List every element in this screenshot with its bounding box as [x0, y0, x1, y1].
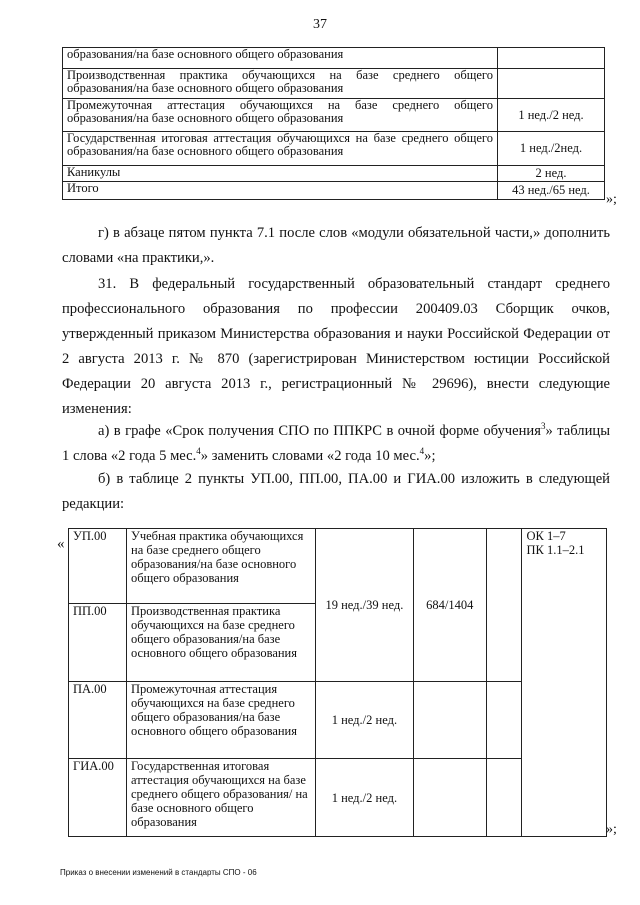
table-row: [63, 99, 605, 132]
table-cell: Промежуточная аттестация обучающихся на базе среднего общего образования/на базе основного общего образования: [63, 99, 498, 132]
text-run: » таблицы 1 слова «2 года 5 мес.: [62, 423, 610, 464]
text-run: »;: [424, 448, 436, 464]
paragraph-a: [62, 419, 610, 469]
table-cell: 1 нед./2 нед.: [498, 99, 605, 132]
table-row: [63, 69, 605, 99]
table-cell: 1 нед./2нед.: [498, 132, 605, 166]
table-cell: Государственная итоговая аттестация обучающихся на базе среднего общего образования/ на базе основного общего образования: [127, 759, 316, 837]
table-cell: 684/1404: [413, 529, 486, 682]
footnote-ref: 4: [419, 446, 425, 457]
table-row: [69, 529, 607, 604]
table-cell: Учебная практика обучающихся на базе среднего общего образования/на базе основного общего образования: [127, 529, 316, 604]
table-row: [63, 166, 605, 182]
footer-note: Приказ о внесении изменений в стандарты СПО - 06: [60, 868, 257, 877]
table-cell: [486, 759, 522, 837]
table-cell: [413, 682, 486, 759]
table-cell: 43 нед./65 нед.: [498, 182, 605, 200]
table-cell: 19 нед./39 нед.: [316, 529, 414, 682]
table-cell: Итого: [63, 182, 498, 200]
table-cell: Производственная практика обучающихся на базе среднего общего образования/на базе основного общего образования: [63, 69, 498, 99]
table-cell: [413, 759, 486, 837]
table-cell: УП.00: [69, 529, 127, 604]
table-cell: 1 нед./2 нед.: [316, 682, 414, 759]
table-cell: 1 нед./2 нед.: [316, 759, 414, 837]
table-cell: Каникулы: [63, 166, 498, 182]
table-cell: ПП.00: [69, 604, 127, 682]
table-cell: [498, 69, 605, 99]
table-cell: Государственная итоговая аттестация обучающихся на базе среднего общего образования/на базе основного общего образования: [63, 132, 498, 166]
footnote-ref: 4: [196, 446, 201, 457]
paragraph-g: г) в абзаце пятом пункта 7.1 после слов «модули обязательной части,» дополнить словами «на практики,».: [62, 225, 610, 266]
closing-quote: »;: [606, 822, 617, 837]
table-cell: ГИА.00: [69, 759, 127, 837]
competence-line: ПК 1.1–2.1: [526, 543, 585, 557]
paragraph-b: б) в таблице 2 пункты УП.00, ПП.00, ПА.00 и ГИА.00 изложить в следующей редакции:: [62, 471, 610, 512]
table-cell: [522, 529, 607, 837]
table-row: [63, 48, 605, 69]
hours-table-continued: [62, 47, 605, 200]
table-row: [63, 132, 605, 166]
text-run: » заменить словами «2 года 10 мес.: [200, 448, 420, 464]
table-row: [63, 182, 605, 200]
paragraph-31: 31. В федеральный государственный образовательный стандарт среднего профессионального образования по профессии 200409.03 Сборщик очков, утвержденный приказом Министерства образования и науки Российской Федерации от 2 августа 2013 г. № 870 (зарегистрирован Министерством юстиции Российской Федерации 20 августа 2013 г., регистрационный № 29696), внести следующие изменения:: [62, 276, 610, 417]
footnote-ref: 3: [540, 421, 546, 432]
table-cell: Производственная практика обучающихся на базе среднего общего образования/на базе основного общего образования: [127, 604, 316, 682]
practice-table: [68, 528, 607, 837]
table-cell: [486, 529, 522, 682]
table-cell: 2 нед.: [498, 166, 605, 182]
table-cell: [486, 682, 522, 759]
table-cell: образования/на базе основного общего образования: [63, 48, 498, 69]
text-run: а) в графе «Срок получения СПО по ППКРС в очной форме обучения: [98, 423, 541, 439]
competence-line: ОК 1–7: [526, 529, 566, 543]
table-cell: [498, 48, 605, 69]
closing-quote: »;: [606, 192, 617, 207]
table-cell: Промежуточная аттестация обучающихся на базе среднего общего образования/на базе основного общего образования: [127, 682, 316, 759]
table-cell: ПА.00: [69, 682, 127, 759]
page-number: 37: [313, 17, 327, 32]
opening-quote: «: [57, 536, 65, 552]
